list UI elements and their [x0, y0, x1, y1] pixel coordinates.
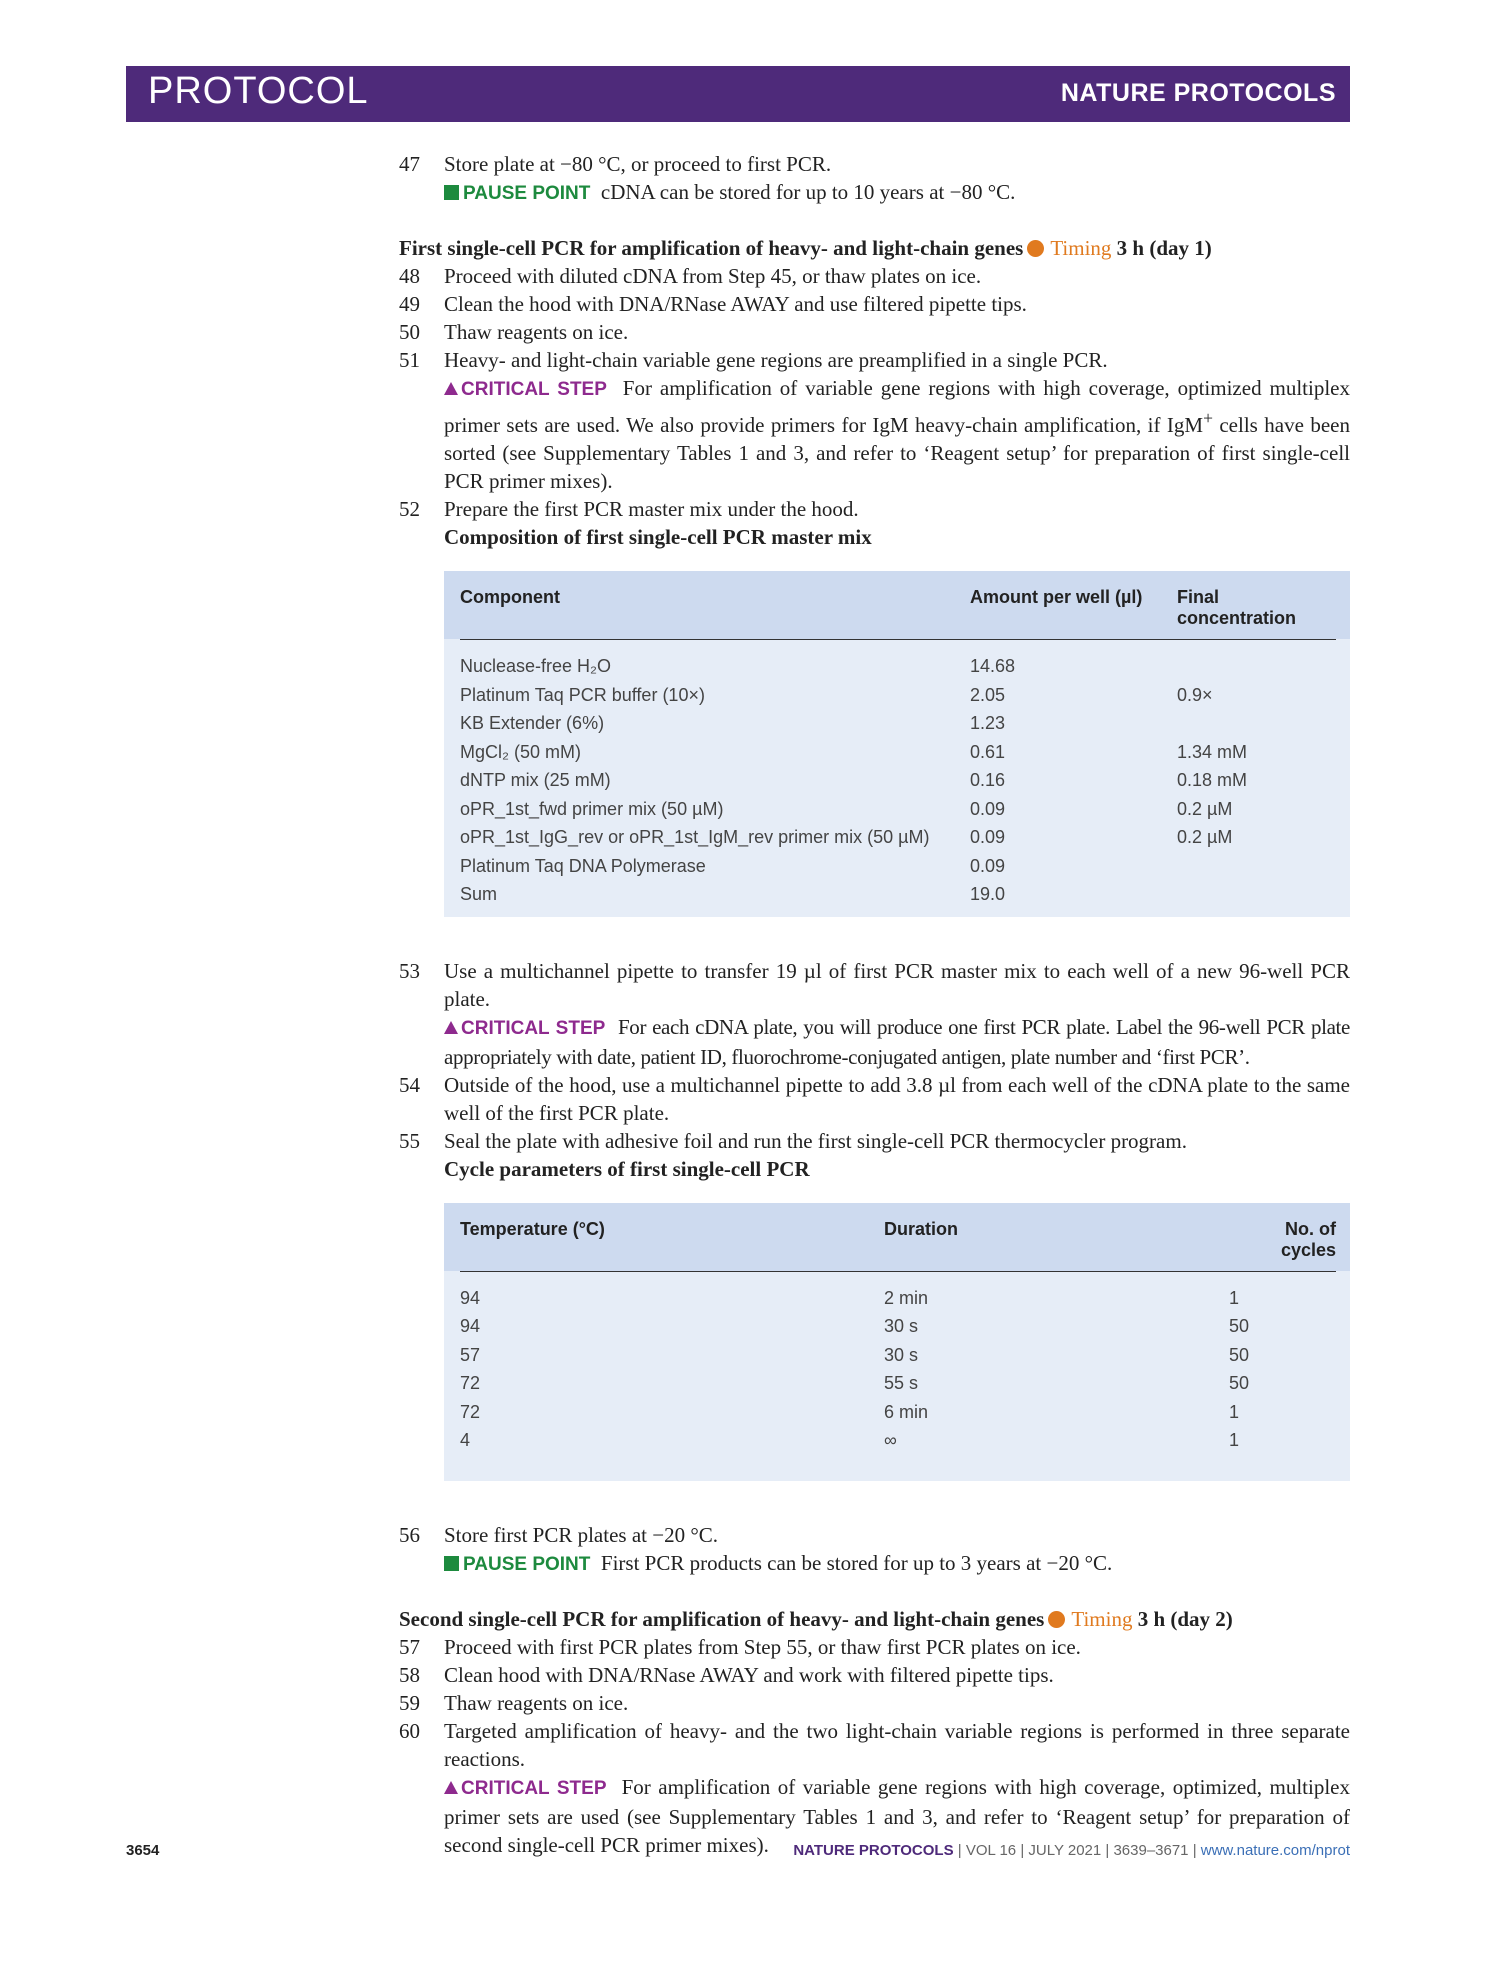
step-47 [399, 150, 1350, 208]
critical-text: For amplification of variable gene regions with high coverage, optimized, multiplex primer sets are used (see Supplementary Tables 1 and 3, and refer to ‘Reagent setup’ for preparation of second single-cell PCR primer mixes). [444, 1774, 1350, 1857]
cell-concentration [1177, 880, 1336, 909]
main-content [399, 150, 1350, 1859]
page-number: 3654 [126, 1842, 160, 1859]
table-header [444, 571, 1350, 639]
cell-temperature: 4 [460, 1430, 471, 1450]
step-55 [399, 1127, 1350, 1183]
step-48 [399, 262, 1350, 290]
timing-value: 3 h (day 2) [1137, 1606, 1233, 1631]
step-number: 53 [399, 958, 420, 983]
table-row [460, 681, 1336, 710]
header-component: Component [460, 587, 560, 607]
table2-title: Cycle parameters of first single-cell PCR [444, 1156, 810, 1181]
step-58 [399, 1661, 1350, 1689]
footer-volume: | VOL 16 | JULY 2021 | 3639–3671 | [953, 1842, 1201, 1859]
step-number: 49 [399, 292, 420, 316]
timing-label: Timing [1050, 236, 1112, 260]
step-number: 47 [399, 152, 420, 176]
cell-duration: 2 min [884, 1287, 929, 1308]
header-cycles: No. of cycles [1280, 1218, 1336, 1260]
header-temperature: Temperature (°C) [460, 1218, 605, 1239]
step-text: Store first PCR plates at −20 °C. [444, 1522, 718, 1547]
critical-text: For amplification of variable gene regions with high coverage, optimized multiplex primer sets are used. We also provide primers for IgM heavy-chain amplification, if IgM [444, 376, 1351, 437]
cell-concentration [1177, 709, 1336, 738]
pause-text: cDNA can be stored for up to 10 years at −80 °C. [600, 180, 1016, 204]
superscript-plus: + [1203, 408, 1213, 428]
cell-component: Platinum Taq DNA Polymerase [460, 855, 706, 876]
table-row [460, 1426, 1336, 1455]
step-number: 50 [399, 320, 420, 344]
table1-title: Composition of first single-cell PCR master mix [444, 525, 872, 549]
table-row [460, 1369, 1336, 1398]
cell-cycles: 1 [1229, 1287, 1240, 1308]
pause-square-icon [444, 185, 459, 200]
header-bar [126, 66, 1350, 122]
step-number: 57 [399, 1634, 420, 1659]
cell-concentration [1177, 652, 1336, 681]
step-text: Clean hood with DNA/RNase AWAY and work with filtered pipette tips. [444, 1662, 1054, 1687]
step-60 [399, 1717, 1350, 1859]
cell-concentration: 0.2 µM [1177, 798, 1233, 819]
pause-point-47 [444, 178, 1350, 208]
table-row [460, 709, 1336, 738]
cell-cycles: 1 [1229, 1430, 1240, 1450]
timing-label: Timing [1071, 1606, 1133, 1631]
step-text: Prepare the first PCR master mix under the hood. [444, 497, 859, 521]
cell-component: MgCl₂ (50 mM) [460, 741, 581, 762]
header-duration: Duration [884, 1218, 958, 1239]
step-54 [399, 1071, 1350, 1127]
step-49 [399, 290, 1350, 318]
header-final-concentration: Final concentration [1177, 587, 1297, 628]
table-row [460, 652, 1336, 681]
cell-cycles: 50 [1229, 1316, 1250, 1336]
cell-duration: 6 min [884, 1401, 929, 1422]
step-56 [399, 1521, 1350, 1579]
table-row [460, 738, 1336, 767]
critical-triangle-icon [444, 382, 458, 395]
cell-concentration: 1.34 mM [1177, 741, 1248, 762]
cell-duration: ∞ [884, 1430, 897, 1450]
cell-amount: 19.0 [970, 884, 1006, 904]
cell-component: KB Extender (6%) [460, 713, 605, 733]
header-protocol-label: PROTOCOL [148, 70, 369, 112]
cell-amount: 2.05 [970, 684, 1006, 705]
cell-temperature: 72 [460, 1401, 481, 1422]
cell-amount: 0.61 [970, 741, 1006, 762]
cell-duration: 55 s [884, 1373, 919, 1393]
step-number: 59 [399, 1690, 420, 1715]
header-journal-name: NATURE PROTOCOLS [1060, 79, 1336, 107]
table-cycle-parameters [444, 1203, 1350, 1481]
cell-component: oPR_1st_IgG_rev or oPR_1st_IgM_rev primer mix (50 µM) [460, 827, 930, 847]
step-52 [399, 495, 1350, 551]
section-title: First single-cell PCR for amplification of heavy- and light-chain genes [399, 236, 1024, 260]
table-row [460, 766, 1336, 795]
table-master-mix [444, 571, 1350, 917]
critical-step-51 [444, 374, 1350, 495]
table-row [460, 1341, 1336, 1370]
footer-citation [793, 1842, 1350, 1859]
table-row [460, 823, 1336, 852]
cell-component: Sum [460, 884, 498, 904]
critical-text-cont: cells have been sorted (see Supplementary Tables 1 and 3, and refer to ‘Reagent setup’ for preparation of first single-cell PCR primer mixes). [444, 413, 1350, 493]
table-row [460, 795, 1336, 824]
critical-triangle-icon [444, 1781, 458, 1794]
table-row [460, 1398, 1336, 1427]
footer-journal: NATURE PROTOCOLS [793, 1842, 954, 1859]
pause-label: PAUSE POINT [463, 183, 591, 204]
table-row [460, 1284, 1336, 1313]
cell-amount: 0.09 [970, 798, 1006, 819]
cell-concentration: 0.18 mM [1177, 770, 1248, 790]
cell-temperature: 57 [460, 1344, 481, 1365]
pause-label: PAUSE POINT [463, 1553, 591, 1575]
footer-url-link[interactable]: www.nature.com/nprot [1200, 1842, 1350, 1859]
table-header [444, 1203, 1350, 1271]
step-text: Seal the plate with adhesive foil and run the first single-cell PCR thermocycler program. [444, 1128, 1187, 1153]
step-text: Thaw reagents on ice. [444, 1690, 629, 1715]
cell-duration: 30 s [884, 1344, 919, 1365]
critical-label: CRITICAL STEP [461, 379, 607, 400]
cell-cycles: 50 [1229, 1344, 1250, 1365]
pause-point-56 [444, 1549, 1350, 1579]
step-number: 51 [399, 348, 420, 372]
section-first-pcr [399, 234, 1350, 262]
table-row [460, 852, 1336, 881]
cell-duration: 30 s [884, 1316, 919, 1336]
header-amount: Amount per well (µl) [970, 587, 1143, 607]
cell-amount: 14.68 [970, 656, 1016, 676]
cell-concentration: 0.9× [1177, 684, 1213, 705]
section-second-pcr [399, 1605, 1350, 1633]
step-text: Proceed with first PCR plates from Step 55, or thaw first PCR plates on ice. [444, 1634, 1081, 1659]
step-text: Thaw reagents on ice. [444, 320, 629, 344]
cell-cycles: 1 [1229, 1401, 1240, 1422]
header-rule [460, 639, 1336, 640]
header-rule [460, 1271, 1336, 1272]
cell-component: oPR_1st_fwd primer mix (50 µM) [460, 798, 724, 819]
step-number: 52 [399, 497, 420, 521]
critical-label: CRITICAL STEP [461, 1777, 607, 1799]
cell-temperature: 94 [460, 1287, 481, 1308]
cell-amount: 1.23 [970, 713, 1006, 733]
table-row [460, 1312, 1336, 1341]
step-50 [399, 318, 1350, 346]
cell-component: dNTP mix (25 mM) [460, 770, 611, 790]
cell-component: Nuclease-free H₂O [460, 656, 612, 676]
critical-triangle-icon [444, 1021, 458, 1034]
step-text: Clean the hood with DNA/RNase AWAY and use filtered pipette tips. [444, 292, 1027, 316]
step-text: Use a multichannel pipette to transfer 19 µl of first PCR master mix to each well of a new 96-well PCR plate. [444, 958, 1350, 1011]
cell-temperature: 72 [460, 1373, 481, 1393]
step-number: 58 [399, 1662, 420, 1687]
timing-dot-icon [1027, 240, 1044, 257]
critical-step-53 [444, 1013, 1350, 1071]
cell-concentration [1177, 852, 1336, 881]
cell-amount: 0.09 [970, 827, 1006, 847]
step-51 [399, 346, 1350, 495]
cell-component: Platinum Taq PCR buffer (10×) [460, 684, 705, 705]
critical-text: For each cDNA plate, you will produce one first PCR plate. Label the 96-well PCR plate appropriately with date, patient ID, fluorochrome-conjugated antigen, plate number and ‘first PCR’. [444, 1014, 1351, 1069]
cell-temperature: 94 [460, 1316, 481, 1336]
step-text: Outside of the hood, use a multichannel pipette to add 3.8 µl from each well of the cDNA plate to the same well of the first PCR plate. [444, 1072, 1350, 1125]
critical-label: CRITICAL STEP [461, 1017, 606, 1039]
timing-dot-icon [1048, 1611, 1065, 1628]
step-number: 60 [399, 1718, 420, 1743]
step-text: Targeted amplification of heavy- and the two light-chain variable regions is performed in three separate reactions. [444, 1718, 1350, 1771]
pause-text: First PCR products can be stored for up to 3 years at −20 °C. [600, 1550, 1113, 1575]
step-59 [399, 1689, 1350, 1717]
cell-amount: 0.16 [970, 770, 1006, 790]
timing-value: 3 h (day 1) [1116, 236, 1212, 260]
section-title: Second single-cell PCR for amplification of heavy- and light-chain genes [399, 1606, 1045, 1631]
step-53 [399, 957, 1350, 1071]
cell-amount: 0.09 [970, 855, 1006, 876]
cell-cycles: 50 [1229, 1373, 1250, 1393]
step-text: Store plate at −80 °C, or proceed to first PCR. [444, 152, 832, 176]
step-text: Proceed with diluted cDNA from Step 45, or thaw plates on ice. [444, 264, 982, 288]
step-number: 48 [399, 264, 420, 288]
cell-concentration: 0.2 µM [1177, 827, 1233, 847]
step-57 [399, 1633, 1350, 1661]
step-number: 54 [399, 1072, 420, 1097]
pause-square-icon [444, 1556, 459, 1571]
step-number: 56 [399, 1522, 420, 1547]
table-row [460, 880, 1336, 909]
step-number: 55 [399, 1128, 420, 1153]
step-text: Heavy- and light-chain variable gene regions are preamplified in a single PCR. [444, 348, 1108, 372]
